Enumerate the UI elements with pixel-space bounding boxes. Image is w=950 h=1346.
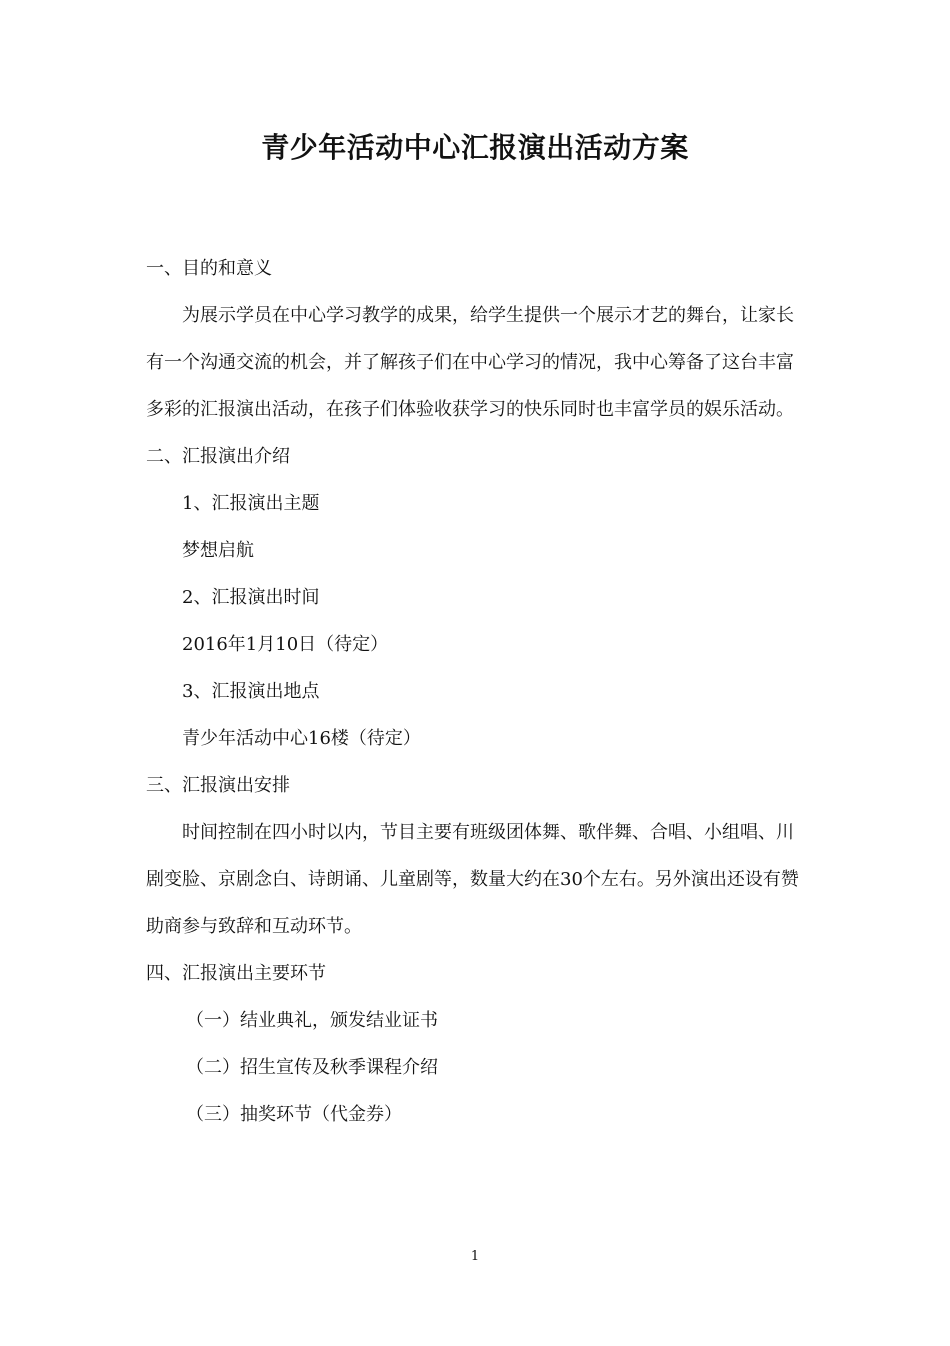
intro-item-location-label: 3、汇报演出地点 bbox=[182, 681, 320, 702]
document-title: 青少年活动中心汇报演出活动方案 bbox=[261, 131, 689, 164]
intro-item-location-value: 青少年活动中心16楼（待定） bbox=[182, 728, 421, 749]
intro-item-theme-label: 1、汇报演出主题 bbox=[182, 493, 320, 514]
section-heading-main-segments: 四、汇报演出主要环节 bbox=[146, 963, 326, 984]
section-heading-purpose: 一、目的和意义 bbox=[146, 258, 272, 279]
segment-item-lottery: （三）抽奖环节（代金券） bbox=[186, 1104, 402, 1125]
section-heading-introduction: 二、汇报演出介绍 bbox=[146, 446, 290, 467]
intro-item-time-label: 2、汇报演出时间 bbox=[182, 587, 320, 608]
section-paragraph-arrangement: 时间控制在四小时以内，节目主要有班级团体舞、歌伴舞、合唱、小组唱、川剧变脸、京剧念白、诗朗诵、儿童剧等，数量大约在30个左右。另外演出还设有赞助商参与致辞和互动环节。 bbox=[146, 822, 799, 937]
page-number: 1 bbox=[470, 1249, 480, 1264]
document-body bbox=[146, 245, 810, 1138]
segment-item-enrollment: （二）招生宣传及秋季课程介绍 bbox=[186, 1057, 438, 1078]
segment-item-graduation: （一）结业典礼，颁发结业证书 bbox=[186, 1010, 438, 1031]
intro-item-theme-value: 梦想启航 bbox=[182, 540, 254, 561]
section-heading-arrangement: 三、汇报演出安排 bbox=[146, 775, 290, 796]
intro-item-time-value: 2016年1月10日（待定） bbox=[182, 634, 389, 655]
section-paragraph-purpose: 为展示学员在中心学习教学的成果，给学生提供一个展示才艺的舞台，让家长有一个沟通交流的机会，并了解孩子们在中心学习的情况，我中心筹备了这台丰富多彩的汇报演出活动，在孩子们体验收获学习的快乐同时也丰富学员的娱乐活动。 bbox=[146, 305, 794, 420]
